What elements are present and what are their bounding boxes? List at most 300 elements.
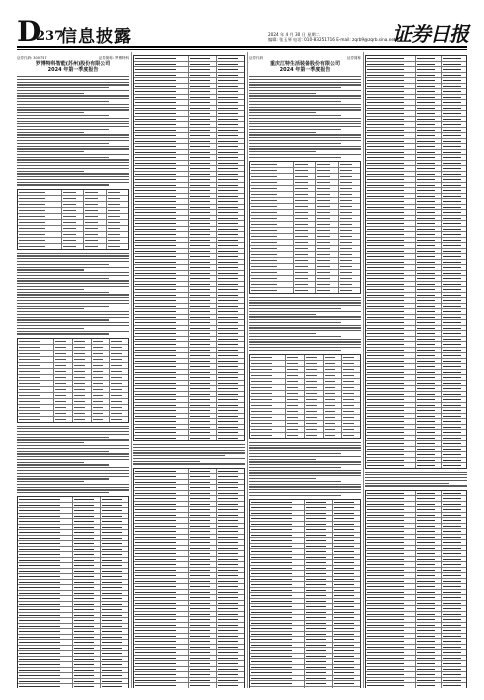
table-cell bbox=[305, 373, 324, 378]
table-cell bbox=[342, 391, 360, 396]
announcement-header bbox=[17, 56, 129, 73]
table-cell bbox=[217, 194, 244, 199]
table-cell bbox=[101, 640, 128, 645]
table-cell bbox=[294, 252, 316, 257]
text-line bbox=[249, 84, 361, 85]
table-cell bbox=[366, 315, 416, 320]
table-cell bbox=[416, 656, 442, 661]
text-line bbox=[133, 447, 245, 448]
table-cell bbox=[189, 199, 217, 204]
table-cell bbox=[250, 533, 305, 538]
table-cell bbox=[189, 628, 217, 633]
table-cell bbox=[189, 106, 217, 111]
table-cell bbox=[250, 210, 294, 215]
table-cell bbox=[217, 639, 244, 644]
newspaper-logo: 证券日报 bbox=[392, 22, 468, 46]
text-line bbox=[365, 477, 467, 478]
table-cell bbox=[189, 227, 217, 232]
table-cell bbox=[416, 645, 442, 650]
table-cell bbox=[73, 405, 92, 410]
table-cell bbox=[339, 252, 360, 257]
table-cell bbox=[250, 527, 305, 532]
table-cell bbox=[294, 282, 316, 287]
table-cell bbox=[250, 626, 305, 631]
stock-code: 证券代码 bbox=[249, 56, 263, 60]
table-cell bbox=[250, 421, 286, 426]
table-cell bbox=[294, 288, 316, 293]
text-line bbox=[249, 87, 341, 88]
table-cell bbox=[250, 599, 305, 604]
text-line bbox=[249, 447, 361, 448]
table-cell bbox=[134, 590, 189, 595]
table-cell bbox=[250, 264, 294, 269]
table-cell bbox=[416, 166, 442, 171]
table-cell bbox=[134, 474, 189, 479]
table-cell bbox=[416, 397, 442, 402]
table-cell bbox=[217, 474, 244, 479]
text-line bbox=[365, 474, 467, 475]
table-cell bbox=[134, 419, 189, 424]
table-cell bbox=[73, 574, 101, 579]
financial-table bbox=[249, 161, 361, 294]
table-cell bbox=[62, 190, 84, 195]
table-cell bbox=[134, 557, 189, 562]
table-cell bbox=[339, 258, 360, 263]
table-cell bbox=[333, 681, 360, 686]
table-cell bbox=[18, 387, 54, 392]
table-cell bbox=[442, 650, 467, 655]
table-cell bbox=[217, 375, 244, 380]
announcement-header bbox=[249, 56, 361, 73]
table-cell bbox=[339, 234, 360, 239]
text-line bbox=[133, 450, 245, 451]
table-cell bbox=[250, 246, 294, 251]
table-cell bbox=[305, 367, 324, 372]
text-line bbox=[17, 179, 129, 180]
table-cell bbox=[442, 78, 467, 83]
table-cell bbox=[366, 342, 416, 347]
table-cell bbox=[333, 582, 360, 587]
table-cell bbox=[342, 379, 360, 384]
table-cell bbox=[366, 370, 416, 375]
table-cell bbox=[217, 683, 244, 688]
table-cell bbox=[305, 571, 333, 576]
table-cell bbox=[189, 485, 217, 490]
table-cell bbox=[73, 613, 101, 618]
text-line bbox=[249, 341, 361, 342]
table-cell bbox=[324, 355, 343, 360]
table-cell bbox=[189, 518, 217, 523]
text-line bbox=[249, 146, 361, 147]
table-cell bbox=[18, 662, 73, 667]
table-cell bbox=[250, 162, 294, 167]
table-cell bbox=[333, 544, 360, 549]
text-line bbox=[17, 459, 129, 460]
text-line bbox=[365, 483, 449, 484]
table-cell bbox=[134, 210, 189, 215]
table-cell bbox=[73, 558, 101, 563]
table-cell bbox=[316, 222, 338, 227]
text-line bbox=[17, 126, 129, 127]
table-row bbox=[366, 463, 466, 468]
table-cell bbox=[294, 258, 316, 263]
text-line bbox=[17, 134, 129, 135]
table-cell bbox=[134, 381, 189, 386]
table-cell bbox=[366, 95, 416, 100]
table-cell bbox=[294, 204, 316, 209]
table-cell bbox=[305, 643, 333, 648]
table-cell bbox=[366, 78, 416, 83]
table-cell bbox=[18, 536, 73, 541]
table-cell bbox=[62, 214, 84, 219]
table-cell bbox=[442, 381, 467, 386]
table-cell bbox=[101, 629, 128, 634]
table-cell bbox=[18, 558, 73, 563]
table-cell bbox=[442, 67, 467, 72]
table-row bbox=[18, 684, 128, 688]
table-cell bbox=[250, 433, 286, 438]
table-cell bbox=[416, 612, 442, 617]
table-cell bbox=[286, 367, 305, 372]
table-cell bbox=[134, 227, 189, 232]
table-cell bbox=[18, 357, 54, 362]
table-cell bbox=[189, 678, 217, 683]
text-line bbox=[17, 484, 129, 485]
table-cell bbox=[189, 150, 217, 155]
table-cell bbox=[316, 270, 338, 275]
table-cell bbox=[416, 161, 442, 166]
table-cell bbox=[73, 417, 92, 422]
table-cell bbox=[18, 381, 54, 386]
table-cell bbox=[18, 497, 73, 502]
text-line bbox=[249, 456, 361, 457]
table-cell bbox=[324, 433, 343, 438]
table-cell bbox=[342, 409, 360, 414]
table-cell bbox=[305, 610, 333, 615]
table-cell bbox=[366, 430, 416, 435]
body-text bbox=[17, 253, 129, 335]
table-cell bbox=[92, 339, 111, 344]
table-cell bbox=[305, 588, 333, 593]
table-cell bbox=[189, 513, 217, 518]
table-cell bbox=[416, 584, 442, 589]
table-cell bbox=[366, 419, 416, 424]
table-cell bbox=[73, 635, 101, 640]
table-cell bbox=[217, 210, 244, 215]
table-cell bbox=[217, 436, 244, 441]
table-cell bbox=[342, 415, 360, 420]
table-cell bbox=[217, 386, 244, 391]
table-cell bbox=[416, 100, 442, 105]
table-cell bbox=[416, 650, 442, 655]
table-cell bbox=[189, 535, 217, 540]
table-cell bbox=[250, 361, 286, 366]
text-line bbox=[249, 148, 361, 149]
table-cell bbox=[189, 562, 217, 567]
table-cell bbox=[294, 162, 316, 167]
table-cell bbox=[189, 436, 217, 441]
table-cell bbox=[416, 177, 442, 182]
table-cell bbox=[339, 288, 360, 293]
table-cell bbox=[134, 634, 189, 639]
table-cell bbox=[250, 186, 294, 191]
table-cell bbox=[189, 353, 217, 358]
text-line bbox=[133, 458, 245, 459]
table-cell bbox=[189, 144, 217, 149]
table-cell bbox=[342, 385, 360, 390]
table-cell bbox=[189, 111, 217, 116]
text-line bbox=[249, 302, 361, 303]
table-cell bbox=[305, 577, 333, 582]
text-line bbox=[17, 451, 109, 452]
table-cell bbox=[366, 221, 416, 226]
table-cell bbox=[416, 386, 442, 391]
table-cell bbox=[92, 399, 111, 404]
table-cell bbox=[250, 282, 294, 287]
table-cell bbox=[92, 387, 111, 392]
table-cell bbox=[101, 602, 128, 607]
table-cell bbox=[416, 414, 442, 419]
table-cell bbox=[134, 133, 189, 138]
table-cell bbox=[333, 533, 360, 538]
table-cell bbox=[18, 684, 73, 688]
table-cell bbox=[18, 574, 73, 579]
table-cell bbox=[73, 345, 92, 350]
table-cell bbox=[84, 238, 106, 243]
table-cell bbox=[339, 198, 360, 203]
table-cell bbox=[73, 657, 101, 662]
table-cell bbox=[442, 436, 467, 441]
table-cell bbox=[442, 408, 467, 413]
text-line bbox=[17, 101, 109, 102]
table-cell bbox=[442, 139, 467, 144]
table-cell bbox=[442, 128, 467, 133]
table-cell bbox=[217, 617, 244, 622]
table-cell bbox=[73, 585, 101, 590]
table-cell bbox=[18, 640, 73, 645]
table-cell bbox=[416, 111, 442, 116]
table-cell bbox=[189, 623, 217, 628]
table-cell bbox=[286, 385, 305, 390]
table-cell bbox=[416, 452, 442, 457]
table-cell bbox=[134, 436, 189, 441]
table-cell bbox=[416, 546, 442, 551]
table-cell bbox=[250, 409, 286, 414]
table-cell bbox=[442, 595, 467, 600]
table-cell bbox=[366, 309, 416, 314]
table-cell bbox=[442, 150, 467, 155]
table-cell bbox=[217, 502, 244, 507]
table-cell bbox=[286, 421, 305, 426]
table-cell bbox=[84, 220, 106, 225]
table-cell bbox=[73, 514, 101, 519]
table-cell bbox=[416, 232, 442, 237]
text-line bbox=[249, 319, 361, 320]
text-line bbox=[17, 442, 84, 443]
table-cell bbox=[134, 326, 189, 331]
table-cell bbox=[442, 304, 467, 309]
table-cell bbox=[134, 364, 189, 369]
table-cell bbox=[18, 563, 73, 568]
table-cell bbox=[134, 397, 189, 402]
table-cell bbox=[101, 662, 128, 667]
table-cell bbox=[110, 405, 128, 410]
table-cell bbox=[366, 139, 416, 144]
table-cell bbox=[18, 657, 73, 662]
table-cell bbox=[416, 326, 442, 331]
text-line bbox=[249, 322, 341, 323]
table-cell bbox=[366, 645, 416, 650]
table-cell bbox=[416, 408, 442, 413]
table-cell bbox=[339, 162, 360, 167]
text-line bbox=[17, 311, 129, 312]
table-cell bbox=[134, 485, 189, 490]
table-cell bbox=[217, 260, 244, 265]
table-cell bbox=[333, 566, 360, 571]
table-cell bbox=[134, 513, 189, 518]
table-cell bbox=[250, 538, 305, 543]
text-line bbox=[17, 331, 129, 332]
table-cell bbox=[366, 573, 416, 578]
table-cell bbox=[189, 128, 217, 133]
table-cell bbox=[189, 337, 217, 342]
table-cell bbox=[339, 210, 360, 215]
table-cell bbox=[442, 359, 467, 364]
table-cell bbox=[442, 425, 467, 430]
text-line bbox=[17, 123, 129, 124]
table-cell bbox=[73, 563, 101, 568]
table-cell bbox=[101, 530, 128, 535]
table-cell bbox=[366, 447, 416, 452]
table-cell bbox=[442, 639, 467, 644]
table-cell bbox=[18, 196, 62, 201]
table-cell bbox=[416, 463, 442, 468]
table-cell bbox=[54, 387, 73, 392]
table-cell bbox=[217, 524, 244, 529]
table-cell bbox=[250, 670, 305, 675]
table-cell bbox=[73, 525, 101, 530]
table-cell bbox=[305, 433, 324, 438]
table-cell bbox=[217, 370, 244, 375]
table-cell bbox=[442, 678, 467, 683]
table-cell bbox=[250, 288, 294, 293]
table-cell bbox=[18, 569, 73, 574]
table-cell bbox=[442, 342, 467, 347]
table-cell bbox=[366, 678, 416, 683]
text-line bbox=[17, 95, 129, 96]
table-cell bbox=[134, 287, 189, 292]
table-cell bbox=[442, 540, 467, 545]
table-cell bbox=[18, 363, 54, 368]
table-cell bbox=[366, 683, 416, 688]
table-cell bbox=[73, 351, 92, 356]
table-cell bbox=[366, 375, 416, 380]
table-cell bbox=[416, 579, 442, 584]
table-cell bbox=[101, 646, 128, 651]
table-cell bbox=[250, 373, 286, 378]
table-cell bbox=[189, 172, 217, 177]
table-cell bbox=[366, 579, 416, 584]
table-cell bbox=[101, 673, 128, 678]
table-cell bbox=[442, 282, 467, 287]
table-cell bbox=[217, 111, 244, 116]
table-cell bbox=[324, 361, 343, 366]
table-cell bbox=[366, 562, 416, 567]
table-cell bbox=[217, 232, 244, 237]
table-cell bbox=[189, 73, 217, 78]
table-cell bbox=[416, 348, 442, 353]
text-line bbox=[17, 129, 109, 130]
text-line bbox=[249, 300, 361, 301]
table-cell bbox=[442, 271, 467, 276]
text-line bbox=[249, 489, 361, 490]
table-cell bbox=[250, 415, 286, 420]
header-rule-thin bbox=[17, 49, 467, 50]
table-cell bbox=[366, 287, 416, 292]
table-cell bbox=[134, 199, 189, 204]
table-cell bbox=[442, 535, 467, 540]
table-cell bbox=[366, 667, 416, 672]
table-cell bbox=[442, 155, 467, 160]
table-cell bbox=[366, 403, 416, 408]
table-cell bbox=[442, 243, 467, 248]
table-cell bbox=[18, 596, 73, 601]
table-cell bbox=[217, 282, 244, 287]
table-cell bbox=[189, 249, 217, 254]
table-cell bbox=[366, 650, 416, 655]
text-line bbox=[249, 442, 361, 443]
table-cell bbox=[305, 566, 333, 571]
table-cell bbox=[316, 192, 338, 197]
text-line bbox=[249, 129, 341, 130]
table-cell bbox=[217, 342, 244, 347]
table-cell bbox=[416, 430, 442, 435]
table-cell bbox=[416, 238, 442, 243]
table-cell bbox=[18, 629, 73, 634]
table-cell bbox=[134, 172, 189, 177]
table-cell bbox=[217, 271, 244, 276]
table-cell bbox=[217, 254, 244, 259]
table-cell bbox=[324, 421, 343, 426]
table-cell bbox=[134, 546, 189, 551]
body-text bbox=[365, 472, 467, 487]
table-cell bbox=[366, 463, 416, 468]
table-cell bbox=[134, 106, 189, 111]
table-cell bbox=[442, 447, 467, 452]
table-cell bbox=[101, 651, 128, 656]
table-cell bbox=[442, 287, 467, 292]
cash-flow-table bbox=[365, 490, 467, 688]
table-cell bbox=[134, 529, 189, 534]
table-cell bbox=[189, 557, 217, 562]
stock-name: 证券简称 bbox=[347, 56, 361, 60]
table-cell bbox=[101, 547, 128, 552]
text-line bbox=[249, 336, 341, 337]
table-cell bbox=[442, 502, 467, 507]
table-cell bbox=[189, 403, 217, 408]
table-cell bbox=[189, 364, 217, 369]
table-cell bbox=[134, 254, 189, 259]
table-cell bbox=[134, 667, 189, 672]
table-cell bbox=[286, 427, 305, 432]
table-cell bbox=[442, 458, 467, 463]
table-cell bbox=[305, 500, 333, 505]
table-cell bbox=[442, 546, 467, 551]
table-cell bbox=[416, 315, 442, 320]
table-cell bbox=[333, 648, 360, 653]
text-line bbox=[17, 445, 129, 446]
table-cell bbox=[305, 665, 333, 670]
